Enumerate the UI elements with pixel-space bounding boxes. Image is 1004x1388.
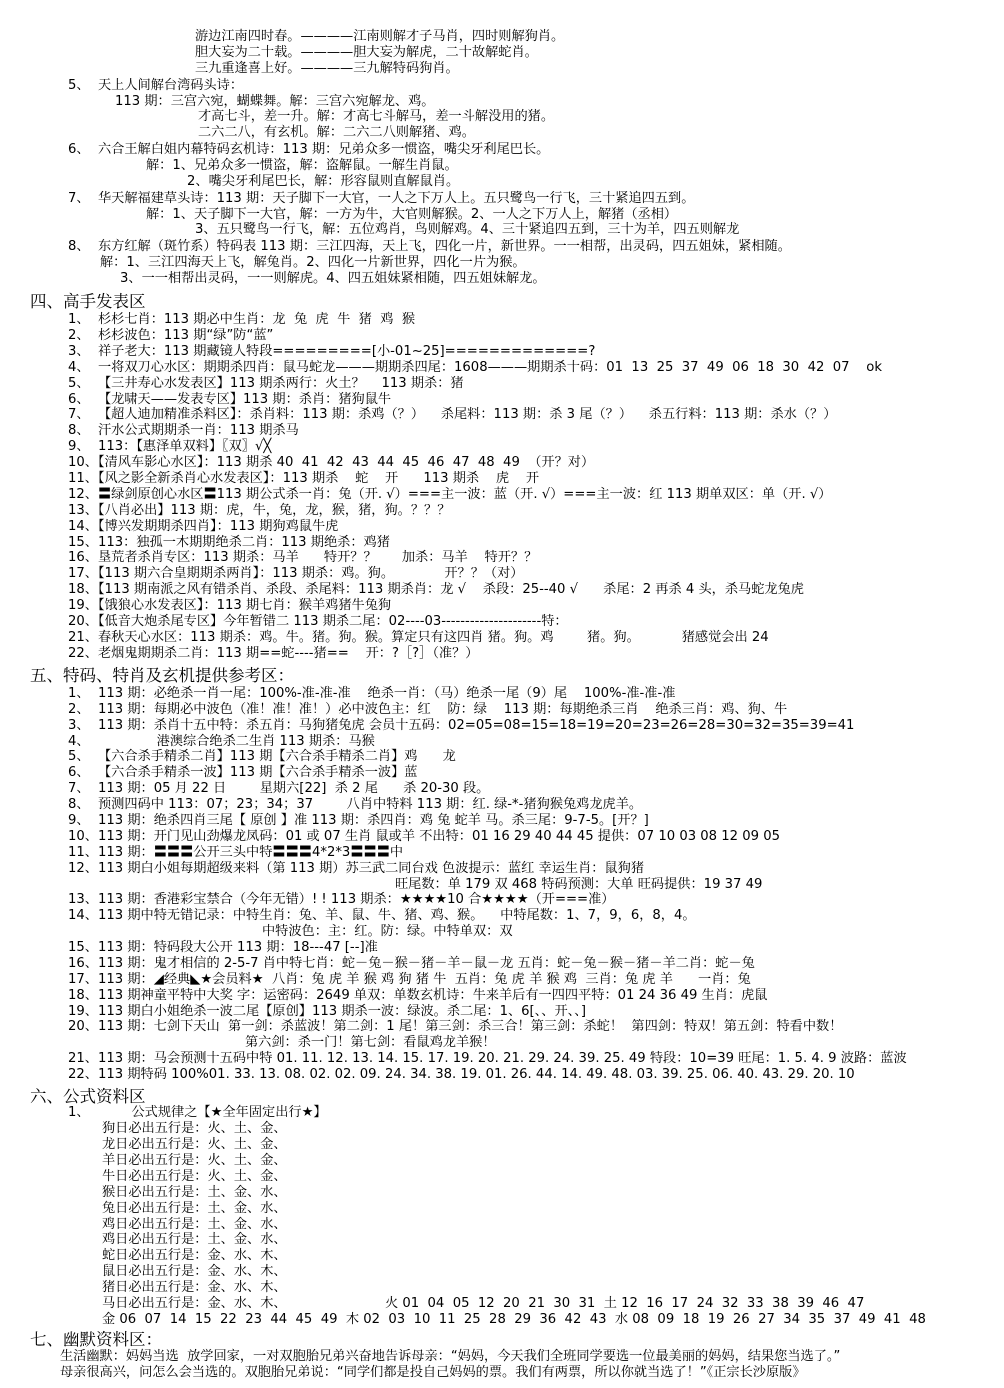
verse-line: 胆大妄为二十载。————胆大妄为解虎，二十故解蛇肖。 xyxy=(195,44,538,60)
list-item: 3、五只鹭鸟一行飞，解：五位鸡肖，鸟则解鸡。4、三十紧追四五到，三十为羊，四五则解龙 xyxy=(195,222,740,238)
list-item: 第六剑：杀一门！第七剑：看鼠鸡龙羊猴！ xyxy=(245,1035,496,1051)
list-item: 12、〓绿剑原创心水区〓113 期公式杀一肖：兔（开. √）===主一波：蓝（开. √）===主一波：红 113 期单双区：单（开. √） xyxy=(68,486,832,502)
number-row: 火 01 04 05 12 20 21 30 31 土 12 16 17 24 32 33 38 39 46 47 xyxy=(385,1296,865,1311)
list-item: 4、 一将双刀心水区：期期杀四肖：鼠马蛇龙———期期杀四尾：1608———期期杀十码：01 13 25 37 49 06 18 30 42 07 ok xyxy=(68,359,883,375)
formula-line: 龙日必出五行是：火、土、金、 xyxy=(102,1137,287,1153)
list-item: 解：1、三江四海天上飞，解兔肖。2、四化一片新世界，四化一片为猴。 xyxy=(100,255,526,271)
list-item: 22、老烟鬼期期杀二肖：113 期==蛇----猪== 开：?［?］（准？） xyxy=(68,645,479,661)
formula-line: 猪日必出五行是：金、水、木、 xyxy=(102,1280,287,1296)
list-item: 22、113 期特码 100%01. 33. 13. 08. 02. 02. 09. 24. 34. 38. 19. 01. 26. 44. 14. 49. 48. 03. 39. 25. 06. 40. 43. 29. 20. 10 xyxy=(68,1067,855,1083)
list-item: 12、113 期白小姐每期超级来料（第 113 期）苏三武二同台戏 色波提示：蓝红 幸运生肖：鼠狗猪 xyxy=(68,860,645,876)
list-item: 20、113 期：七剑下天山 第一剑：杀蓝波！第二剑：1 尾！第三剑：杀三合！第三剑：杀蛇！ 第四剑：特双！第五剑：特看中数！ xyxy=(68,1019,843,1035)
list-item: 9、 113 期：绝杀四肖三尾【 原创 】准 113 期：杀四肖：鸡 兔 蛇羊 马。杀三尾：9-7-5。[开？] xyxy=(68,812,649,828)
list-item: 7、 华天解福建草头诗：113 期：天子脚下一大官，一人之下万人上。五只鹭鸟一行飞，三十紧追四五到。 xyxy=(68,190,695,206)
humor-line: 母亲很高兴，问怎么会当选的。双胞胎兄弟说：“同学们都是投自己妈妈的票。我们有两票，所以你就当选了！”《正宗长沙原版》 xyxy=(60,1365,806,1381)
list-item: 3、 113 期：杀肖十五中特：杀五肖：马狗猪兔虎 会员十五码：02=05=08=15=18=19=20=23=26=28=30=32=35=39=41 xyxy=(68,717,855,733)
list-item: 17、【113 期六合皇期期杀两肖】：113 期杀：鸡。狗。 开？？（对） xyxy=(68,566,524,582)
list-item: 中特波色：主：红。防：绿。中特单双：双 xyxy=(262,924,513,940)
list-item: 10、113 期：开门见山劲爆龙凤码：01 或 07 生肖 鼠或羊 不出特：01 16 29 40 44 45 提供：07 10 03 08 12 09 05 xyxy=(68,828,780,844)
list-item: 6、 六合王解白姐内幕特码玄机诗：113 期：兄弟众多一惯盗，嘴尖牙利尾巴长。 xyxy=(68,142,550,158)
list-item: 16、113 期：鬼才相信的 2-5-7 肖中特七肖：蛇－兔－猴－猪－羊－鼠－龙 五肖：蛇－兔－猴－猪－羊二肖：蛇－兔 xyxy=(68,955,755,971)
list-item: 11、【风之影全新杀肖心水发表区】：113 期杀 蛇 开 113 期杀 虎 开 xyxy=(68,470,540,486)
formula-line: 兔日必出五行是：土、金、水、 xyxy=(102,1200,287,1216)
formula-line: 猴日必出五行是：土、金、水、 xyxy=(102,1184,287,1200)
list-item: 1、 113 期：必绝杀一肖一尾：100%-准-准-准 绝杀一肖：（马）绝杀一尾（9）尾 100%-准-准-准 xyxy=(68,685,676,701)
list-item: 8、 汗水公式期期杀一肖：113 期杀马 xyxy=(68,423,299,439)
formula-line: 蛇日必出五行是：金、水、木、 xyxy=(102,1248,287,1264)
list-item: 旺尾数：单 179 双 468 特码预测：大单 旺码提供：19 37 49 xyxy=(395,876,763,892)
formula-line: 狗日必出五行是：火、土、金、 xyxy=(102,1121,287,1137)
list-item: 5、 天上人间解台湾码头诗： xyxy=(68,77,244,93)
list-item: 21、113 期：马会预测十五码中特 01. 11. 12. 13. 14. 15. 17. 19. 20. 21. 29. 24. 39. 25. 49 特段：10=39 旺尾：1. 5. 4. 9 波路：蓝波 xyxy=(68,1051,907,1067)
list-item: 9、 113：【惠泽单双料】〖双〗√╳ xyxy=(68,439,272,455)
list-item: 解：1、天子脚下一大官，解：一方为牛，大官则解猴。2、一人之下万人上，解猪（丞相） xyxy=(146,206,678,222)
list-item: 15、113 期：特码段大公开 113 期：18---47 [--]准 xyxy=(68,940,378,955)
list-item: 15、113：独孤一木期期绝杀二肖：113 期绝杀：鸡猪 xyxy=(68,534,390,550)
list-item: 19、113 期白小姐绝杀一波二尾【原创】113 期杀一波：绿波。杀二尾：1、6[、、开、、] xyxy=(68,1003,586,1019)
formula-line: 牛日必出五行是：火、土、金、 xyxy=(102,1168,287,1184)
list-item: 14、【博兴发期期杀四肖】：113 期狗鸡鼠牛虎 xyxy=(68,518,339,534)
list-item: 5、 【三井寿心水发表区】113 期杀两行：火土？ 113 期杀：猪 xyxy=(68,375,464,391)
verse-line: 三九重逢喜上好。————三九解特码狗肖。 xyxy=(195,60,459,76)
list-item: 18、113 期神童平特中大奖 字：运密码：2649 单双：单数玄机诗：牛来羊后有一四四平特：01 24 36 49 生肖：虎鼠 xyxy=(68,987,768,1003)
list-item: 13、【八肖必出】113 期：虎，牛，兔，龙，猴，猪，狗。？？？ xyxy=(68,502,451,518)
number-row: 金 06 07 14 15 22 23 44 45 49 木 02 03 10 11 25 28 29 36 42 43 水 08 09 18 19 26 27 34 35 37 49 41 48 xyxy=(102,1311,926,1327)
list-item: 13、113 期：香港彩宝禁合（今年无错）! ! 113 期杀：★★★★10 合★★★★（开===准） xyxy=(68,892,615,908)
list-item: 20、【低音大炮杀尾专区】今年暂错二 113 期杀二尾：02----03---------------------特： xyxy=(68,613,568,629)
list-item: 7、 113 期：05 月 22 日 星期六[22] 杀 2 尾 杀 20-30 段。 xyxy=(68,781,490,797)
list-item: 7、 【超人迪加精准杀料区】：杀肖料：113 期：杀鸡（？） 杀尾料：113 期：杀 3 尾（？） 杀五行料：113 期：杀水（？） xyxy=(68,407,837,423)
list-item: 14、113 期中特无错记录：中特生肖：兔、羊、鼠、牛、猪、鸡、猴。 中特尾数：1、7，9，6，8，4。 xyxy=(68,908,696,924)
formula-line: 羊日必出五行是：火、土、金、 xyxy=(102,1153,287,1168)
list-item: 8、 东方红解（斑竹系）特码表 113 期：三江四海，天上飞，四化一片，新世界。一一相帮，出灵码，四五姐妹，紧相随。 xyxy=(68,239,791,255)
list-item: 3、一一相帮出灵码，一一则解虎。4、四五姐妹紧相随，四五姐妹解龙。 xyxy=(120,271,546,286)
list-item: 3、 祥子老大：113 期藏镜人特段=========[小-01~25]=============? xyxy=(68,343,596,359)
list-item: 18、【113 期南派之风有错杀肖、杀段、杀尾料：113 期杀肖：龙 √ 杀段：25--40 √ 杀尾：2 再杀 4 头，杀马蛇龙兔虎 xyxy=(68,582,804,598)
list-item: 6、 【六合杀手精杀一波】113 期【六合杀手精杀一波】蓝 xyxy=(68,765,418,781)
list-item: 才高七斗，差一升。解：才高七斗解马，差一斗解没用的猪。 xyxy=(198,109,555,125)
list-item: 10、【清风车影心水区】：113 期杀 40 41 42 43 44 45 46 47 48 49 （开？对） xyxy=(68,455,595,471)
list-item: 解：1、兄弟众多一惯盗，解：盗解鼠。一解生肖鼠。 xyxy=(146,157,458,173)
list-item: 2、嘴尖牙利尾巴长，解：形容鼠则直解鼠肖。 xyxy=(187,173,460,189)
list-item: 17、113 期：◢经典◣★会员料★ 八肖：兔 虎 羊 猴 鸡 狗 猪 牛 五肖：兔 虎 羊 猴 鸡 三肖：兔 虎 羊 一肖：兔 xyxy=(68,971,751,987)
formula-line: 鼠日必出五行是：金、水、木、 xyxy=(102,1264,287,1280)
list-item: 113 期：三宫六宛，蝴蝶舞。解：三宫六宛解龙、鸡。 xyxy=(115,93,435,109)
list-item: 2、 113 期：每期必中波色（准！准！准！）必中波色主：红 防：绿 113 期：每期绝杀三肖 绝杀三肖：鸡、狗、牛 xyxy=(68,701,788,717)
section-heading: 五、特码、特肖及玄机提供参考区： xyxy=(30,666,294,686)
list-item: 1、 公式规律之【★全年固定出行★】 xyxy=(68,1105,327,1121)
list-item: 二六二八，有玄机。解：二六二八则解猪、鸡。 xyxy=(198,125,475,141)
formula-line: 马日必出五行是：金、水、木、 xyxy=(102,1296,287,1311)
formula-line: 鸡日必出五行是：土、金、水、 xyxy=(102,1232,287,1248)
section-heading: 四、高手发表区 xyxy=(30,292,146,312)
list-item: 19、【饿狼心水发表区】：113 期七肖：猴羊鸡猪牛兔狗 xyxy=(68,598,392,613)
verse-line: 游边江南四时春。————江南则解才子马肖，四时则解狗肖。 xyxy=(195,29,565,44)
list-item: 2、 杉杉波色：113 期“绿”防“蓝” xyxy=(68,328,274,343)
list-item: 21、春秋天心水区：113 期杀：鸡。牛。猪。狗。猴。算定只有这四肖 猪。狗。鸡 猪。狗。 猪感觉会出 24 xyxy=(68,629,769,645)
formula-line: 鸡日必出五行是：土、金、水、 xyxy=(102,1216,287,1232)
humor-line: 生活幽默：妈妈当选 放学回家，一对双胞胎兄弟兴奋地告诉母亲：“妈妈，今天我们全班同学要选一位最美丽的妈妈，结果您当选了。” xyxy=(60,1349,841,1365)
list-item: 1、 杉杉七肖：113 期必中生肖：龙 兔 虎 牛 猪 鸡 猴 xyxy=(68,312,416,328)
list-item: 11、113 期：〓〓〓公开三头中特〓〓〓4*2*3〓〓〓中 xyxy=(68,844,404,860)
list-item: 16、垦荒者杀肖专区：113 期杀：马羊 特开？？ 加杀：马羊 特开？？ xyxy=(68,550,538,566)
list-item: 6、 【龙啸天——发表专区】113 期：杀肖：猪狗鼠牛 xyxy=(68,391,392,407)
list-item: 5、 【六合杀手精杀二肖】113 期【六合杀手精杀二肖】鸡 龙 xyxy=(68,749,456,765)
section-heading: 六、公式资料区 xyxy=(30,1086,146,1106)
list-item: 4、 港澳综合绝杀二生肖 113 期杀：马猴 xyxy=(68,733,375,749)
section-heading: 七、幽默资料区： xyxy=(30,1329,162,1349)
list-item: 8、 预测四码中 113：07；23；34；37 八肖中特料 113 期：红. 绿-*-猪狗猴兔鸡龙虎羊。 xyxy=(68,797,643,812)
